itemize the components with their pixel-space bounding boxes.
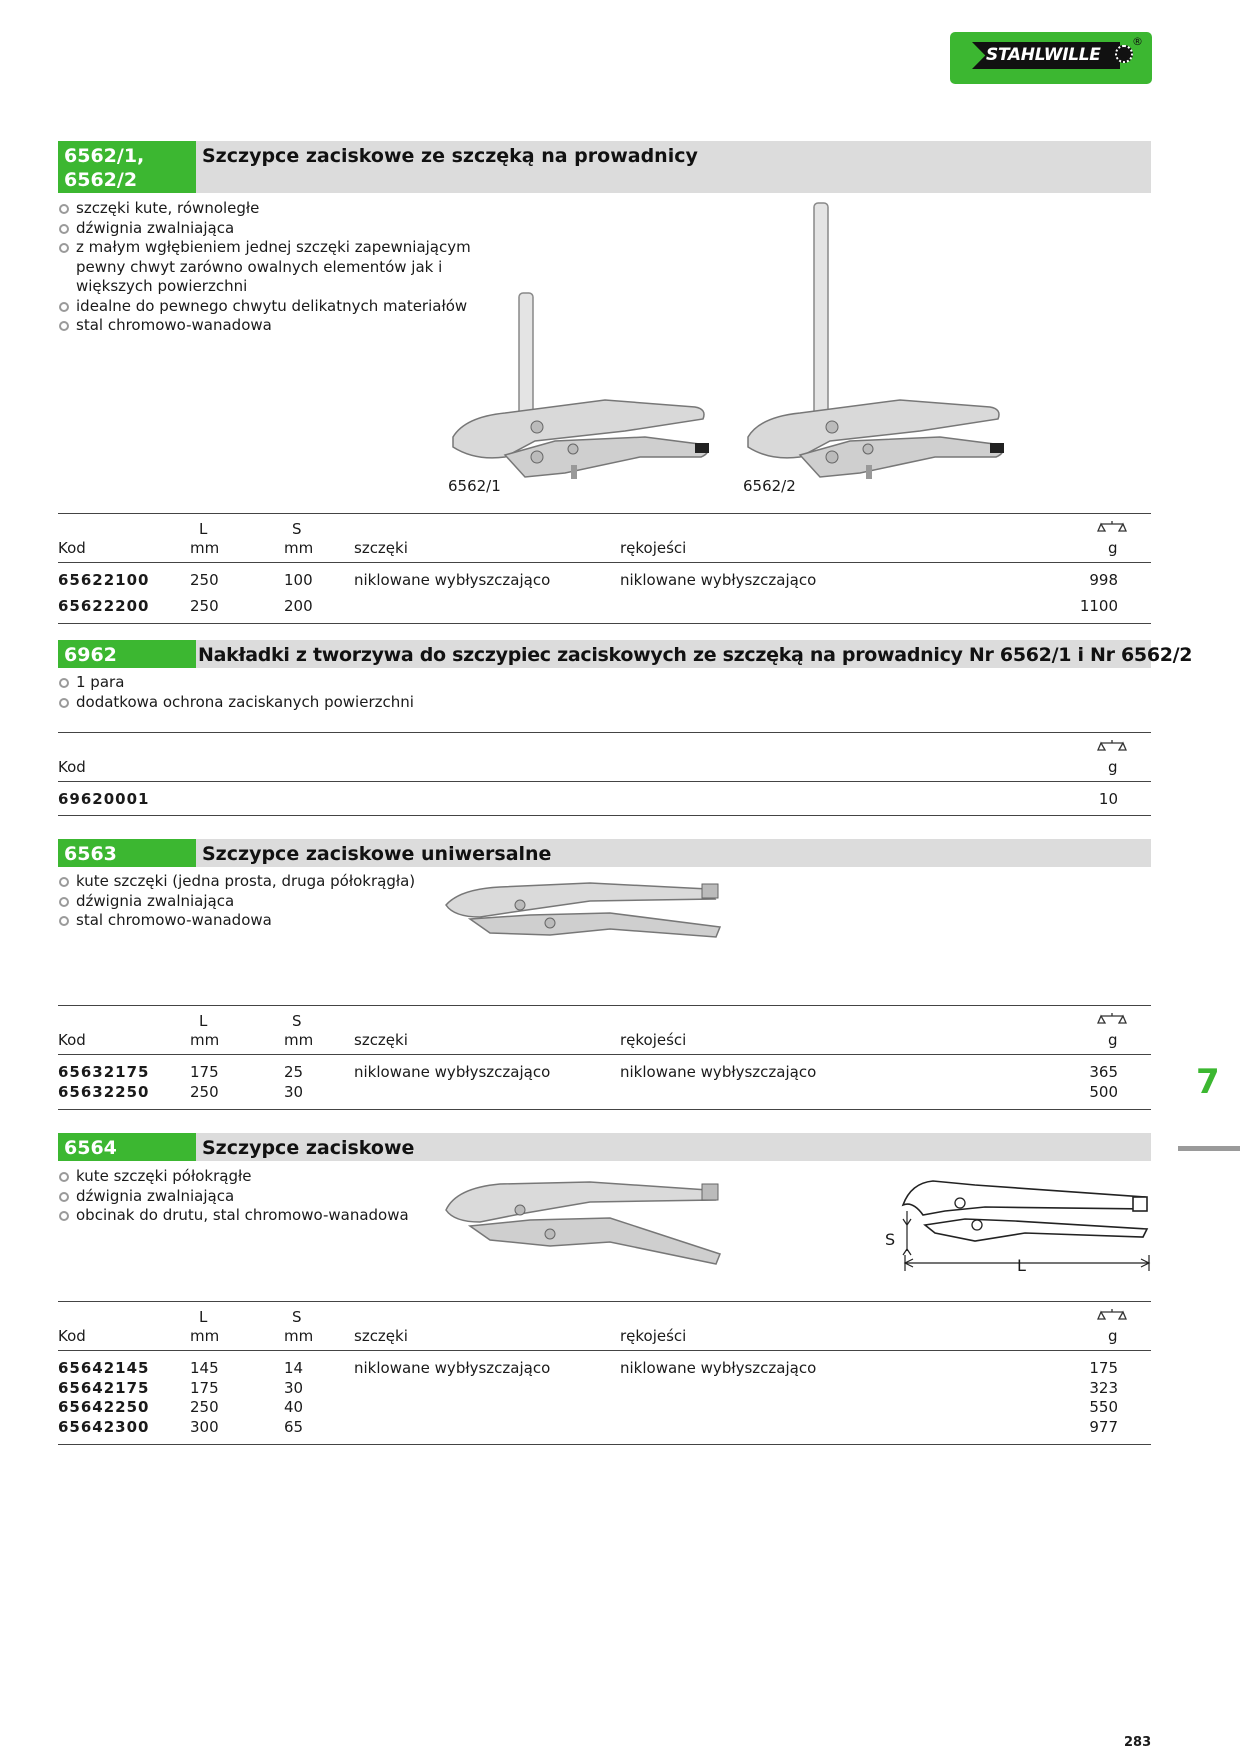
cell-jaws: niklowane wybłyszczająco bbox=[354, 1063, 551, 1081]
table-header bbox=[58, 514, 1151, 563]
cell-l: 250 bbox=[190, 1082, 219, 1101]
logo-gear-icon bbox=[1115, 45, 1133, 63]
image-caption: 6562/1 bbox=[448, 477, 501, 495]
product-table-6564 bbox=[58, 1301, 1151, 1445]
scale-icon bbox=[1098, 520, 1126, 534]
feature-list-6562 bbox=[58, 199, 478, 336]
col-handles-header: rękojeści bbox=[620, 1327, 687, 1345]
product-image-6562-1 bbox=[445, 195, 735, 485]
cell-s: 100 bbox=[284, 571, 313, 589]
cell-kod: 69620001 bbox=[58, 790, 150, 808]
col-jaws-header: szczęki bbox=[354, 1327, 408, 1345]
col-s-label: S bbox=[292, 1308, 302, 1326]
table-row bbox=[58, 1398, 1151, 1418]
chapter-tab-line bbox=[1178, 1146, 1240, 1151]
stahlwille-logo bbox=[950, 32, 1152, 84]
section-title: Szczypce zaciskowe uniwersalne bbox=[196, 839, 1151, 867]
col-l-label: L bbox=[199, 520, 208, 538]
table-header bbox=[58, 1006, 1151, 1055]
table-row bbox=[58, 1063, 1151, 1083]
feature-item: 1 para bbox=[58, 673, 658, 693]
cell-handles: niklowane wybłyszczająco bbox=[620, 571, 817, 589]
table-header bbox=[58, 1302, 1151, 1351]
product-image-6563 bbox=[440, 875, 730, 945]
cell-s: 30 bbox=[284, 1378, 304, 1397]
feature-item: idealne do pewnego chwytu delikatnych materiałów bbox=[58, 297, 478, 317]
scale-icon bbox=[1098, 739, 1126, 753]
feature-list-6962 bbox=[58, 673, 658, 712]
cell-s: 14 bbox=[284, 1359, 304, 1377]
dimension-label-s: S bbox=[885, 1230, 896, 1249]
col-handles-header: rękojeści bbox=[620, 1031, 687, 1049]
logo-text: STAHLWILLE bbox=[986, 45, 1101, 65]
cell-weight: 175 bbox=[1089, 1359, 1118, 1377]
col-s-label: S bbox=[292, 1012, 302, 1030]
table-row bbox=[58, 1379, 1151, 1399]
col-s-unit: mm bbox=[284, 1031, 314, 1049]
col-weight-unit: g bbox=[1108, 758, 1118, 776]
cell-s: 65 bbox=[284, 1417, 304, 1436]
image-caption: 6562/2 bbox=[743, 477, 796, 495]
section-header-6962 bbox=[58, 640, 1193, 668]
feature-item: kute szczęki półokrągłe bbox=[58, 1167, 488, 1187]
cell-s: 30 bbox=[284, 1082, 304, 1101]
cell-weight: 365 bbox=[1089, 1063, 1118, 1081]
cell-kod: 65642300 bbox=[58, 1417, 150, 1436]
cell-l: 175 bbox=[190, 1063, 219, 1081]
cell-kod: 65632250 bbox=[58, 1082, 150, 1101]
cell-s: 200 bbox=[284, 596, 313, 615]
col-jaws-header: szczęki bbox=[354, 539, 408, 557]
col-l-label: L bbox=[199, 1308, 208, 1326]
page-number: 283 bbox=[1124, 1735, 1152, 1750]
cell-kod: 65622100 bbox=[58, 571, 150, 589]
cell-weight: 1100 bbox=[1079, 596, 1118, 615]
section-title: Szczypce zaciskowe bbox=[196, 1133, 1151, 1161]
cell-l: 175 bbox=[190, 1378, 219, 1397]
col-s-unit: mm bbox=[284, 1327, 314, 1345]
table-row bbox=[58, 597, 1151, 617]
section-number: 6562/1, 6562/2 bbox=[58, 141, 196, 193]
cell-weight: 977 bbox=[1089, 1417, 1118, 1436]
feature-list-6563 bbox=[58, 872, 488, 931]
feature-item: dźwignia zwalniająca bbox=[58, 219, 478, 239]
cell-weight: 500 bbox=[1089, 1082, 1118, 1101]
section-number: 6563 bbox=[58, 839, 196, 867]
cell-kod: 65632175 bbox=[58, 1063, 150, 1081]
product-table-6563 bbox=[58, 1005, 1151, 1110]
scale-icon bbox=[1098, 1012, 1126, 1026]
chapter-tab-number: 7 bbox=[1196, 1062, 1220, 1102]
col-s-label: S bbox=[292, 520, 302, 538]
col-l-unit: mm bbox=[190, 1031, 220, 1049]
col-l-unit: mm bbox=[190, 1327, 220, 1345]
cell-handles: niklowane wybłyszczająco bbox=[620, 1063, 817, 1081]
feature-item: stal chromowo-wanadowa bbox=[58, 316, 478, 336]
cell-kod: 65642250 bbox=[58, 1398, 150, 1416]
col-handles-header: rękojeści bbox=[620, 539, 687, 557]
col-l-unit: mm bbox=[190, 539, 220, 557]
section-title: Szczypce zaciskowe ze szczęką na prowadnicy bbox=[196, 141, 1151, 193]
section-header-6564 bbox=[58, 1133, 1151, 1161]
feature-item: stal chromowo-wanadowa bbox=[58, 911, 488, 931]
cell-s: 40 bbox=[284, 1398, 304, 1416]
product-table-6562 bbox=[58, 513, 1151, 624]
cell-kod: 65622200 bbox=[58, 596, 150, 615]
table-row bbox=[58, 571, 1151, 591]
cell-kod: 65642175 bbox=[58, 1378, 150, 1397]
col-kod-header: Kod bbox=[58, 1031, 86, 1049]
feature-item: dźwignia zwalniająca bbox=[58, 892, 488, 912]
col-weight-unit: g bbox=[1108, 1031, 1118, 1049]
section-number: 6962 bbox=[58, 640, 196, 668]
table-header bbox=[58, 733, 1151, 782]
feature-item: kute szczęki (jedna prosta, druga półokrągła) bbox=[58, 872, 488, 892]
table-row bbox=[58, 1083, 1151, 1103]
section-header-6562 bbox=[58, 141, 1151, 193]
product-table-6962 bbox=[58, 732, 1151, 816]
cell-l: 250 bbox=[190, 571, 219, 589]
registered-mark: ® bbox=[1132, 35, 1143, 48]
table-row bbox=[58, 1359, 1151, 1379]
col-s-unit: mm bbox=[284, 539, 314, 557]
col-weight-unit: g bbox=[1108, 539, 1118, 557]
section-header-6563 bbox=[58, 839, 1151, 867]
feature-item: szczęki kute, równoległe bbox=[58, 199, 478, 219]
scale-icon bbox=[1098, 1308, 1126, 1322]
product-image-6564 bbox=[440, 1170, 730, 1270]
cell-handles: niklowane wybłyszczająco bbox=[620, 1359, 817, 1377]
cell-l: 145 bbox=[190, 1359, 219, 1377]
table-row bbox=[58, 1418, 1151, 1438]
cell-jaws: niklowane wybłyszczająco bbox=[354, 1359, 551, 1377]
feature-list-6564 bbox=[58, 1167, 488, 1226]
cell-l: 300 bbox=[190, 1417, 219, 1436]
feature-item: dźwignia zwalniająca bbox=[58, 1187, 488, 1207]
col-kod-header: Kod bbox=[58, 758, 86, 776]
col-kod-header: Kod bbox=[58, 539, 86, 557]
cell-weight: 10 bbox=[1098, 790, 1118, 808]
col-kod-header: Kod bbox=[58, 1327, 86, 1345]
col-jaws-header: szczęki bbox=[354, 1031, 408, 1049]
cell-weight: 998 bbox=[1089, 571, 1118, 589]
cell-l: 250 bbox=[190, 1398, 219, 1416]
feature-item: z małym wgłębieniem jednej szczęki zapewniającym pewny chwyt zarówno owalnych elementów jak i większych powierzchni bbox=[58, 238, 478, 297]
feature-item: obcinak do drutu, stal chromowo-wanadowa bbox=[58, 1206, 488, 1226]
col-weight-unit: g bbox=[1108, 1327, 1118, 1345]
section-title: Nakładki z tworzywa do szczypiec zaciskowych ze szczęką na prowadnicy Nr 6562/1 i Nr 6562/2 bbox=[196, 640, 1151, 668]
col-l-label: L bbox=[199, 1012, 208, 1030]
dimension-diagram-6564 bbox=[865, 1175, 1155, 1275]
feature-item: dodatkowa ochrona zaciskanych powierzchni bbox=[58, 693, 658, 713]
cell-l: 250 bbox=[190, 596, 219, 615]
cell-s: 25 bbox=[284, 1063, 304, 1081]
cell-kod: 65642145 bbox=[58, 1359, 150, 1377]
product-image-6562-2 bbox=[740, 195, 1030, 485]
dimension-label-l: L bbox=[1017, 1256, 1026, 1275]
table-row bbox=[58, 790, 1151, 810]
cell-weight: 550 bbox=[1089, 1398, 1118, 1416]
cell-jaws: niklowane wybłyszczająco bbox=[354, 571, 551, 589]
section-number: 6564 bbox=[58, 1133, 196, 1161]
cell-weight: 323 bbox=[1089, 1378, 1118, 1397]
